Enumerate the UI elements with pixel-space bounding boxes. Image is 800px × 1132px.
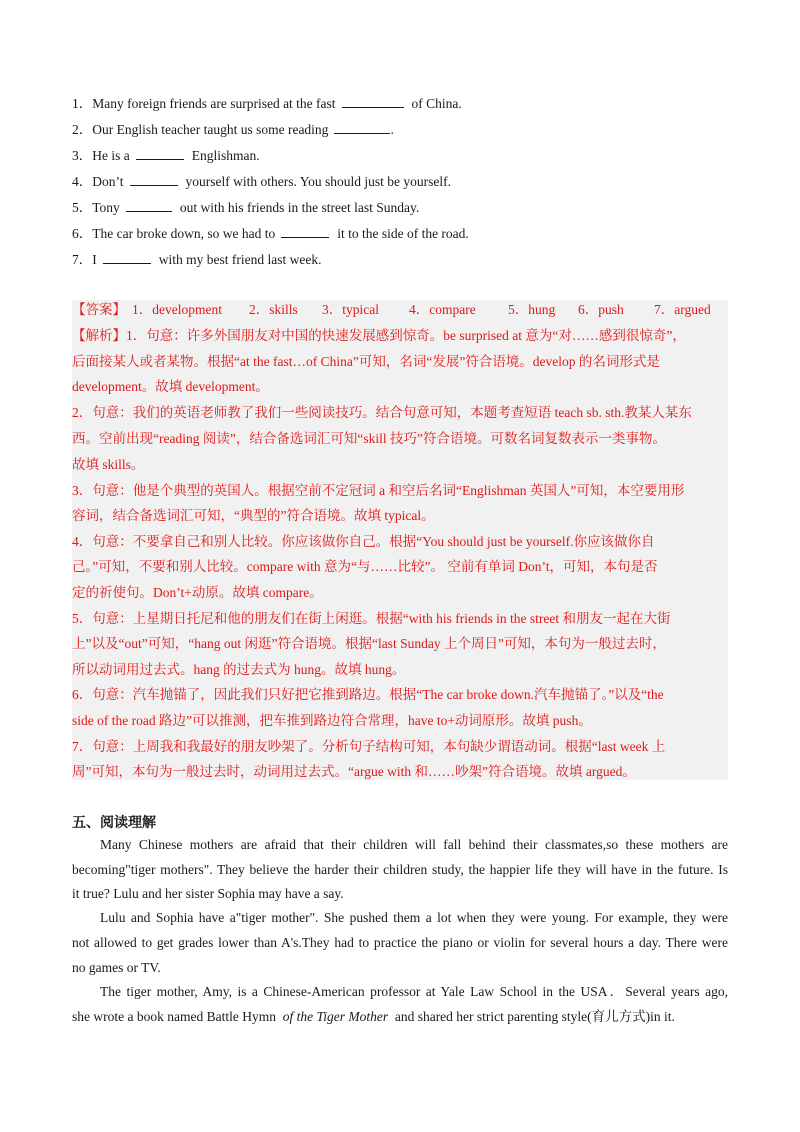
question-text: Many foreign friends are surprised at the fast: [92, 96, 336, 111]
analysis-line: 7．句意：上周我和我最好的朋友吵架了。分析句子结构可知，本句缺少谓语动词。根据“last week 上: [72, 739, 666, 754]
question-number: 6．: [72, 226, 93, 241]
question-4: [72, 173, 451, 191]
passage-line: Lulu and Sophia have a"tiger mother". She pushed them a lot when they were young. For example, they were: [100, 910, 728, 925]
question-number: 3．: [72, 148, 93, 163]
analysis-line: 定的祈使句。Don’t+动原。故填 compare。: [72, 585, 323, 600]
question-6: [72, 225, 469, 243]
question-number: 5．: [72, 200, 93, 215]
answer-blank[interactable]: [281, 225, 329, 238]
answer-blank[interactable]: [103, 251, 151, 264]
passage-line: The tiger mother, Amy, is a Chinese-American professor at Yale Law School in the USA．Several years ago,: [100, 984, 728, 999]
answer-label: 【答案】: [72, 302, 126, 317]
analysis-line: 6．句意：汽车抛锚了，因此我们只好把它推到路边。根据“The car broke down.汽车抛锚了。”以及“the: [72, 687, 664, 702]
question-text: Tony: [92, 200, 120, 215]
analysis-line: 3．句意：他是个典型的英国人。根据空前不定冠词 a 和空后名词“Englishman 英国人”可知，本空要用形: [72, 483, 685, 498]
analysis-line: 2．句意：我们的英语老师教了我们一些阅读技巧。结合句意可知，本题考查短语 teach sb. sth.教某人某东: [72, 405, 692, 420]
passage-line: becoming"tiger mothers". They believe the harder their children study, the happier life they will have in the future. Is: [72, 862, 728, 877]
analysis-line: side of the road 路边”可以推测，把车推到路边符合常理，have to+动词原形。故填 push。: [72, 713, 592, 728]
answer-item: 4．compare: [409, 302, 476, 317]
question-text: it to the side of the road.: [337, 226, 469, 241]
answer-item: 7．argued: [654, 302, 711, 317]
question-3: [72, 147, 260, 165]
question-text: Don’t: [92, 174, 124, 189]
question-text: Our English teacher taught us some reading: [92, 122, 329, 137]
answer-item: 2．skills: [249, 302, 298, 317]
analysis-line: 容词，结合备选词汇可知，“典型的”符合语境。故填 typical。: [72, 508, 435, 523]
answer-item: 5．hung: [508, 302, 556, 317]
passage-text: she wrote a book named Battle Hymn: [72, 1009, 276, 1024]
analysis-line: 上”以及“out”可知，“hang out 闲逛”符合语境。根据“last Sunday 上个周日”可知，本句为一般过去时，: [72, 636, 666, 651]
passage-line: it true? Lulu and her sister Sophia may have a say.: [72, 886, 344, 901]
answer-item: 6．push: [578, 302, 624, 317]
book-title: of the Tiger Mother: [282, 1009, 389, 1024]
question-text: with my best friend last week.: [158, 252, 322, 267]
analysis-line: 所以动词用过去式。hang 的过去式为 hung。故填 hung。: [72, 662, 406, 677]
question-5: [72, 199, 419, 217]
analysis-line: 己。”可知，不要和别人比较。compare with 意为“与……比较”。 空前有单词 Don’t，可知，本句是否: [72, 559, 658, 574]
question-number: 4．: [72, 174, 93, 189]
question-number: 7．: [72, 252, 93, 267]
analysis-line: 周”可知，本句为一般过去时，动词用过去式。“argue with 和……吵架”符合语境。故填 argued。: [72, 764, 636, 779]
analysis-line: 【解析】1．句意：许多外国朋友对中国的快速发展感到惊奇。be surprised at 意为“对……感到很惊奇”，: [72, 328, 686, 343]
question-text: The car broke down, so we had to: [92, 226, 276, 241]
passage-line: [72, 1008, 728, 1026]
analysis-line: development。故填 development。: [72, 379, 269, 394]
analysis-line: 西。空前出现“reading 阅读”，结合备选词汇可知“skill 技巧”符合语境。可数名词复数表示一类事物。: [72, 431, 666, 446]
answer-blank[interactable]: [334, 121, 390, 134]
passage-text: and shared her strict parenting style(育儿方式)in it.: [394, 1009, 675, 1024]
question-2: [72, 121, 394, 139]
analysis-line: 后面接某人或者某物。根据“at the fast…of China”可知，名词“发展”符合语境。develop 的名词形式是: [72, 354, 660, 369]
question-text: of China.: [411, 96, 462, 111]
question-1: [72, 95, 462, 113]
passage-line: not allowed to get grades lower than A's.They had to practice the piano or violin for several hours a day. There were: [72, 935, 728, 950]
question-text: Englishman.: [191, 148, 260, 163]
answer-blank[interactable]: [126, 199, 172, 212]
question-number: 1．: [72, 96, 93, 111]
question-text: yourself with others. You should just be yourself.: [185, 174, 452, 189]
question-number: 2．: [72, 122, 93, 137]
answer-item: 1．development: [132, 302, 222, 317]
question-text: I: [92, 252, 97, 267]
answer-blank[interactable]: [342, 95, 404, 108]
answer-item: 3．typical: [322, 302, 379, 317]
passage-line: Many Chinese mothers are afraid that their children will fall behind their classmates,so these mothers are: [100, 837, 728, 852]
passage-line: no games or TV.: [72, 960, 161, 975]
section-title: 五、阅读理解: [72, 815, 156, 831]
analysis-line: 5．句意：上星期日托尼和他的朋友们在街上闲逛。根据“with his friends in the street 和朋友一起在大街: [72, 611, 671, 626]
question-text: .: [390, 122, 394, 137]
analysis-line: 4．句意：不要拿自己和别人比较。你应该做你自己。根据“You should just be yourself.你应该做你自: [72, 534, 655, 549]
question-text: He is a: [92, 148, 130, 163]
question-text: out with his friends in the street last Sunday.: [179, 200, 420, 215]
analysis-line: 故填 skills。: [72, 457, 145, 472]
question-7: [72, 251, 321, 269]
answer-blank[interactable]: [130, 173, 178, 186]
answer-blank[interactable]: [136, 147, 184, 160]
